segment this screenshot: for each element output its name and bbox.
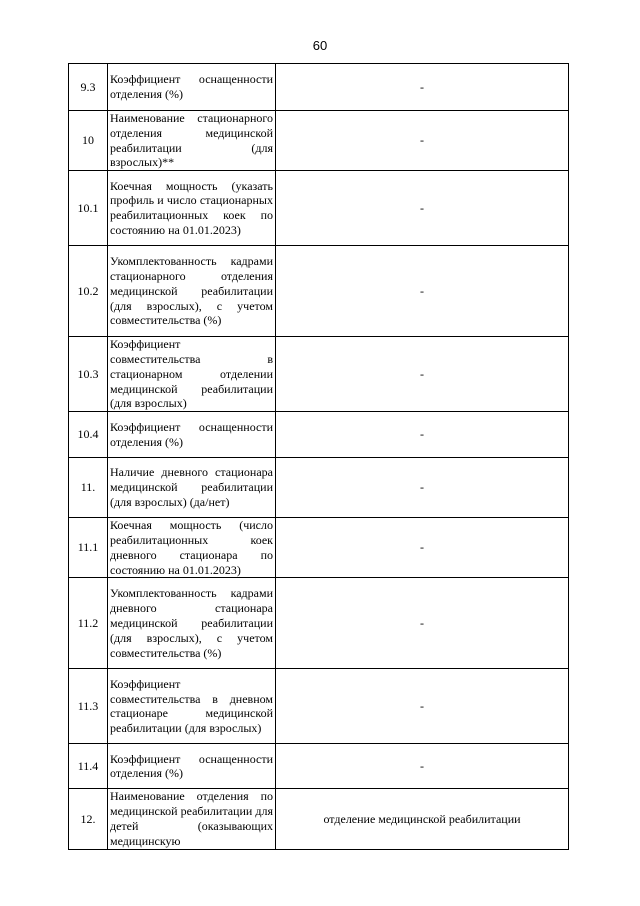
row-label: Укомплектованность кадрами дневного стационара медицинской реабилитации (для взрослых), с учетом совместительства (%) bbox=[108, 578, 276, 669]
row-number: 12. bbox=[69, 789, 108, 849]
row-value: отделение медицинской реабилитации bbox=[276, 789, 569, 849]
row-value: - bbox=[276, 337, 569, 412]
row-label: Коечная мощность (указать профиль и число стационарных реабилитационных коек по состоянию на 01.01.2023) bbox=[108, 171, 276, 246]
row-label: Коечная мощность (число реабилитационных коек дневного стационара по состоянию на 01.01.2023) bbox=[108, 518, 276, 578]
table-row bbox=[69, 171, 569, 246]
table-row bbox=[69, 337, 569, 412]
table-row bbox=[69, 578, 569, 669]
data-table bbox=[68, 63, 569, 850]
row-value: - bbox=[276, 171, 569, 246]
row-number: 10.1 bbox=[69, 171, 108, 246]
row-value: - bbox=[276, 412, 569, 458]
row-label: Наличие дневного стационара медицинской реабилитации (для взрослых) (да/нет) bbox=[108, 458, 276, 518]
row-number: 9.3 bbox=[69, 64, 108, 111]
row-number: 11.1 bbox=[69, 518, 108, 578]
row-number: 11.2 bbox=[69, 578, 108, 669]
row-value: - bbox=[276, 246, 569, 337]
row-number: 10 bbox=[69, 111, 108, 171]
table-row bbox=[69, 669, 569, 744]
row-value: - bbox=[276, 518, 569, 578]
row-value: - bbox=[276, 578, 569, 669]
row-label: Коэффициент оснащенности отделения (%) bbox=[108, 744, 276, 789]
table-row bbox=[69, 111, 569, 171]
table-row bbox=[69, 744, 569, 789]
table-row bbox=[69, 789, 569, 849]
row-label: Наименование отделения по медицинской реабилитации для детей (оказывающих медицинскую bbox=[108, 789, 276, 849]
row-value: - bbox=[276, 744, 569, 789]
row-number: 11. bbox=[69, 458, 108, 518]
row-number: 10.4 bbox=[69, 412, 108, 458]
row-label: Наименование стационарного отделения медицинской реабилитации (для взрослых)** bbox=[108, 111, 276, 171]
page-number: 60 bbox=[312, 38, 328, 53]
row-label: Коэффициент оснащенности отделения (%) bbox=[108, 412, 276, 458]
row-number: 11.4 bbox=[69, 744, 108, 789]
table-row bbox=[69, 246, 569, 337]
row-value: - bbox=[276, 111, 569, 171]
row-value: - bbox=[276, 64, 569, 111]
row-value: - bbox=[276, 458, 569, 518]
row-value: - bbox=[276, 669, 569, 744]
table-row bbox=[69, 518, 569, 578]
row-label: Укомплектованность кадрами стационарного отделения медицинской реабилитации (для взрослых), с учетом совместительства (%) bbox=[108, 246, 276, 337]
row-number: 10.2 bbox=[69, 246, 108, 337]
row-number: 10.3 bbox=[69, 337, 108, 412]
row-number: 11.3 bbox=[69, 669, 108, 744]
row-label: Коэффициент оснащенности отделения (%) bbox=[108, 64, 276, 111]
row-label: Коэффициент совместительства в дневном стационаре медицинской реабилитации (для взрослых) bbox=[108, 669, 276, 744]
table-row bbox=[69, 64, 569, 111]
row-label: Коэффициент совместительства в стационарном отделении медицинской реабилитации (для взрослых) bbox=[108, 337, 276, 412]
table-row bbox=[69, 412, 569, 458]
table-row bbox=[69, 458, 569, 518]
